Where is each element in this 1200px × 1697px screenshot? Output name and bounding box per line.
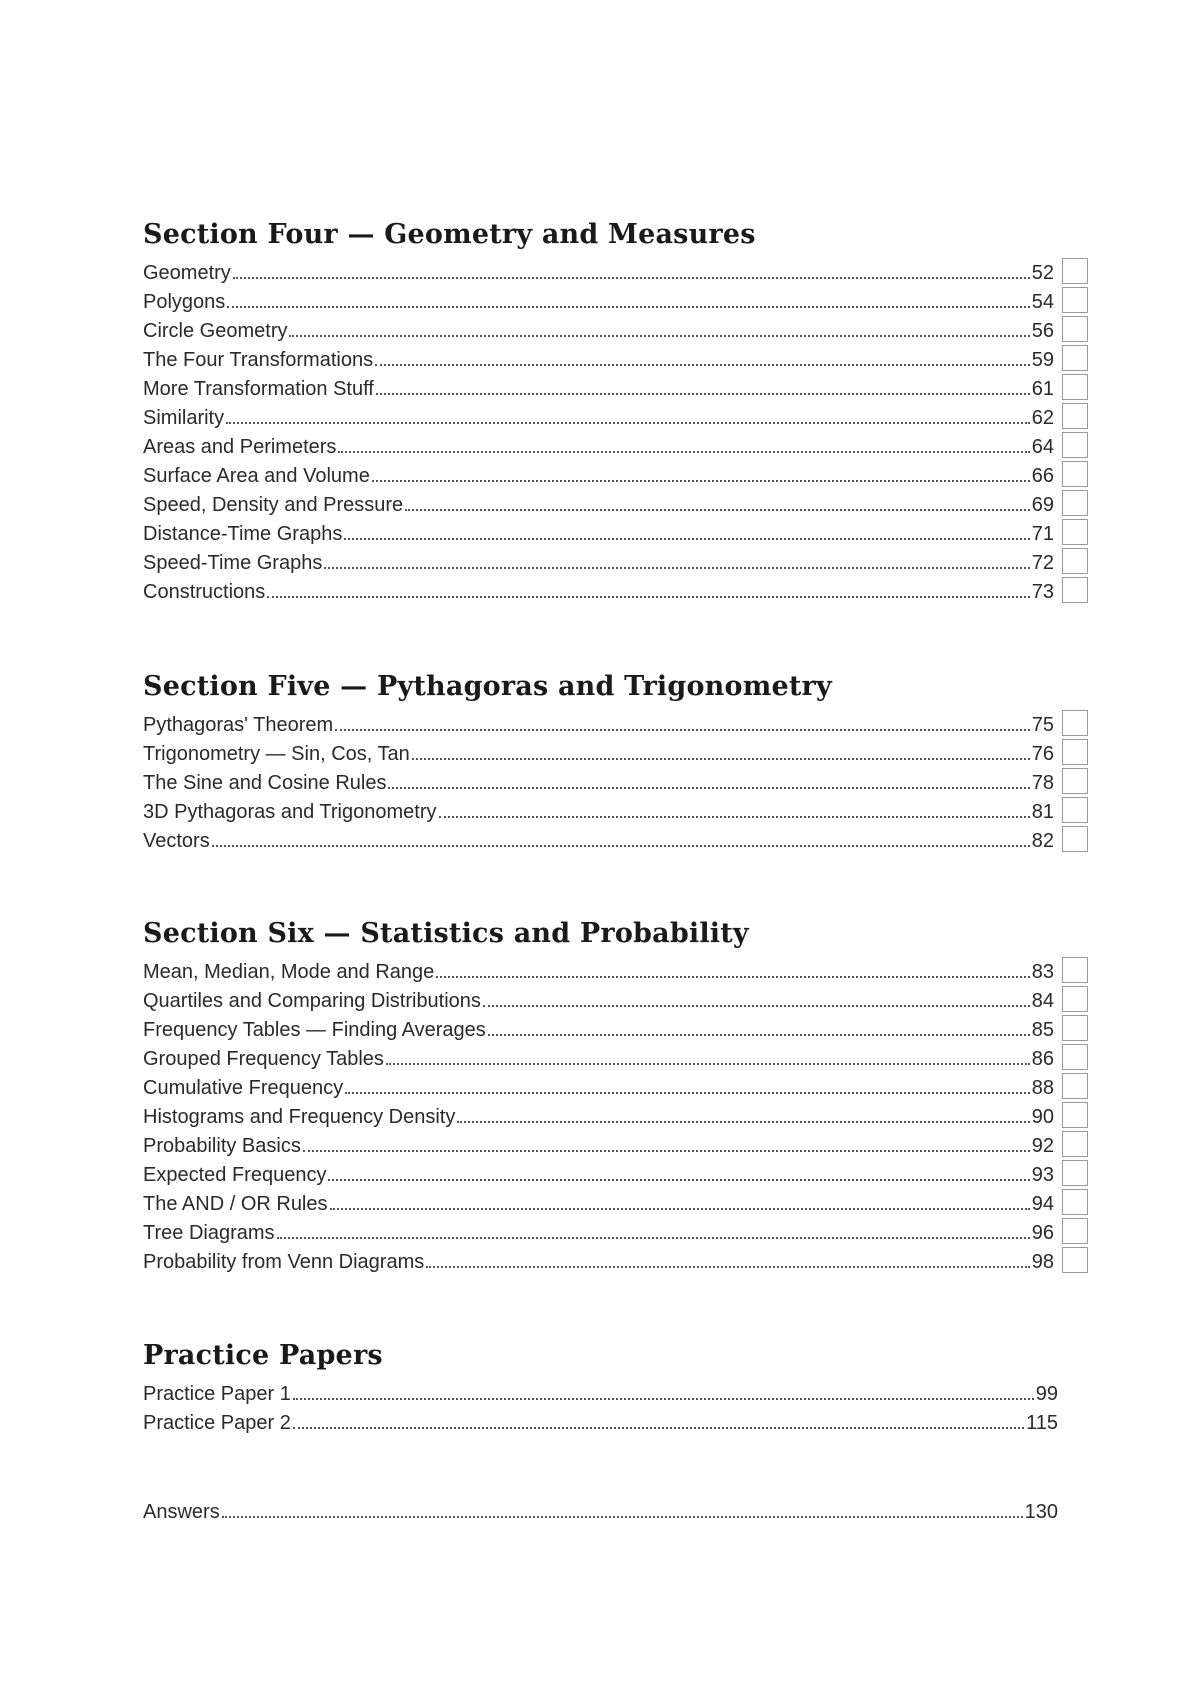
progress-checkbox[interactable] — [1062, 957, 1088, 983]
toc-page-number: 62 — [1031, 407, 1054, 429]
dot-leader — [289, 334, 1029, 337]
progress-checkbox[interactable] — [1062, 374, 1088, 400]
dot-leader — [293, 1397, 1034, 1400]
toc-entry-label: Histograms and Frequency Density — [143, 1106, 456, 1128]
progress-checkbox[interactable] — [1062, 1218, 1088, 1244]
toc-entry-label: The Four Transformations — [143, 349, 374, 371]
progress-checkbox[interactable] — [1062, 577, 1088, 603]
toc-page-number: 90 — [1031, 1106, 1054, 1128]
toc-page-number: 82 — [1031, 830, 1054, 852]
dot-leader — [488, 1033, 1030, 1036]
toc-row — [143, 1100, 1088, 1129]
toc-entry[interactable] — [143, 990, 1054, 1013]
dot-leader — [386, 1062, 1030, 1065]
toc-page-number: 85 — [1031, 1019, 1054, 1041]
toc-row — [143, 955, 1088, 984]
toc-entry-label: 3D Pythagoras and Trigonometry — [143, 801, 437, 823]
progress-checkbox[interactable] — [1062, 797, 1088, 823]
toc-row — [143, 824, 1088, 853]
toc-row-answers — [143, 1495, 1088, 1524]
toc-page-number: 81 — [1031, 801, 1054, 823]
progress-checkbox[interactable] — [1062, 548, 1088, 574]
toc-entry[interactable] — [143, 1164, 1054, 1187]
progress-checkbox[interactable] — [1062, 287, 1088, 313]
toc-entry[interactable] — [143, 581, 1054, 604]
dot-leader — [222, 1515, 1023, 1518]
toc-page-number: 98 — [1031, 1251, 1054, 1273]
progress-checkbox[interactable] — [1062, 1160, 1088, 1186]
toc-entry-label: Distance-Time Graphs — [143, 523, 343, 545]
progress-checkbox[interactable] — [1062, 986, 1088, 1012]
toc-row — [143, 488, 1088, 517]
toc-entry[interactable] — [143, 552, 1054, 575]
toc-entry-label: Constructions — [143, 581, 266, 603]
toc-entry-label: Cumulative Frequency — [143, 1077, 344, 1099]
dot-leader — [375, 363, 1030, 366]
progress-checkbox[interactable] — [1062, 403, 1088, 429]
toc-entry[interactable] — [143, 436, 1054, 459]
toc-row — [143, 401, 1088, 430]
toc-row — [143, 1245, 1088, 1274]
toc-entry-label: Polygons — [143, 291, 226, 313]
toc-entry[interactable] — [143, 830, 1054, 853]
toc-page-number: 69 — [1031, 494, 1054, 516]
toc-entry[interactable] — [143, 961, 1054, 984]
toc-page-number: 88 — [1031, 1077, 1054, 1099]
toc-entry[interactable] — [143, 1501, 1058, 1524]
toc-entry-label: Tree Diagrams — [143, 1222, 275, 1244]
toc-entry[interactable] — [143, 378, 1054, 401]
toc-row — [143, 285, 1088, 314]
dot-leader — [335, 728, 1030, 731]
toc-page-number: 115 — [1026, 1412, 1058, 1434]
toc-entry-label: Similarity — [143, 407, 225, 429]
toc-entry[interactable] — [143, 1251, 1054, 1274]
toc-page-number: 83 — [1031, 961, 1054, 983]
toc-entry[interactable] — [143, 1383, 1058, 1406]
toc-row — [143, 430, 1088, 459]
toc-page-number: 73 — [1031, 581, 1054, 603]
toc-page-number: 78 — [1031, 772, 1054, 794]
toc-entry[interactable] — [143, 1412, 1058, 1435]
dot-leader — [376, 392, 1030, 395]
toc-row — [143, 1377, 1088, 1406]
toc-page-number: 75 — [1031, 714, 1054, 736]
toc-entry[interactable] — [143, 1077, 1054, 1100]
toc-entry[interactable] — [143, 407, 1054, 430]
progress-checkbox[interactable] — [1062, 1131, 1088, 1157]
progress-checkbox[interactable] — [1062, 432, 1088, 458]
toc-entry-label: Practice Paper 2 — [143, 1412, 291, 1434]
answers-section — [143, 1495, 1088, 1524]
progress-checkbox[interactable] — [1062, 710, 1088, 736]
toc-row — [143, 766, 1088, 795]
toc-entry[interactable] — [143, 465, 1054, 488]
toc-entry[interactable] — [143, 1135, 1054, 1158]
toc-row — [143, 459, 1088, 488]
progress-checkbox[interactable] — [1062, 768, 1088, 794]
toc-entry-label: Trigonometry — Sin, Cos, Tan — [143, 743, 410, 765]
dot-leader — [405, 508, 1030, 511]
toc-entry[interactable] — [143, 743, 1054, 766]
dot-leader — [293, 1426, 1024, 1429]
section-title: Section Four — Geometry and Measures — [143, 219, 756, 250]
toc-page-number: 71 — [1031, 523, 1054, 545]
toc-entry-label: Surface Area and Volume — [143, 465, 370, 487]
toc-entry-label: Expected Frequency — [143, 1164, 327, 1186]
toc-entry-label: Speed, Density and Pressure — [143, 494, 404, 516]
practice-papers-section — [143, 1339, 1088, 1435]
toc-entry-label: Quartiles and Comparing Distributions — [143, 990, 481, 1012]
dot-leader — [212, 844, 1030, 847]
toc-entry[interactable] — [143, 494, 1054, 517]
section-title: Section Six — Statistics and Probability — [143, 918, 749, 949]
progress-checkbox[interactable] — [1062, 1102, 1088, 1128]
progress-checkbox[interactable] — [1062, 1073, 1088, 1099]
toc-entry-label: Practice Paper 1 — [143, 1383, 291, 1405]
toc-entry-label: Vectors — [143, 830, 210, 852]
toc-row — [143, 984, 1088, 1013]
progress-checkbox[interactable] — [1062, 519, 1088, 545]
toc-entry[interactable] — [143, 349, 1054, 372]
dot-leader — [233, 276, 1030, 279]
toc-row — [143, 517, 1088, 546]
toc-row — [143, 1406, 1088, 1435]
dot-leader — [267, 595, 1029, 598]
toc-page-number: 130 — [1024, 1501, 1058, 1523]
toc-page-number: 56 — [1031, 320, 1054, 342]
toc-page-number: 72 — [1031, 552, 1054, 574]
dot-leader — [439, 815, 1030, 818]
progress-checkbox[interactable] — [1062, 1044, 1088, 1070]
progress-checkbox[interactable] — [1062, 345, 1088, 371]
toc-page-number: 66 — [1031, 465, 1054, 487]
toc-row — [143, 314, 1088, 343]
dot-leader — [426, 1265, 1030, 1268]
toc-row — [143, 575, 1088, 604]
toc-row — [143, 708, 1088, 737]
toc-page-number: 61 — [1031, 378, 1054, 400]
toc-entry[interactable] — [143, 772, 1054, 795]
toc-row — [143, 546, 1088, 575]
toc-page-number: 93 — [1031, 1164, 1054, 1186]
toc-page-number: 76 — [1031, 743, 1054, 765]
toc-row — [143, 1158, 1088, 1187]
dot-leader — [344, 537, 1029, 540]
dot-leader — [277, 1236, 1030, 1239]
toc-row — [143, 1187, 1088, 1216]
toc-row — [143, 1129, 1088, 1158]
dot-leader — [412, 757, 1030, 760]
dot-leader — [338, 450, 1029, 453]
toc-entry-label: The AND / OR Rules — [143, 1193, 328, 1215]
progress-checkbox[interactable] — [1062, 461, 1088, 487]
toc-row — [143, 343, 1088, 372]
toc-entry[interactable] — [143, 291, 1054, 314]
dot-leader — [345, 1091, 1030, 1094]
toc-page-number: 52 — [1031, 262, 1054, 284]
progress-checkbox[interactable] — [1062, 1189, 1088, 1215]
section-title: Practice Papers — [143, 1340, 383, 1371]
progress-checkbox[interactable] — [1062, 1015, 1088, 1041]
dot-leader — [436, 975, 1029, 978]
toc-entry[interactable] — [143, 1019, 1054, 1042]
dot-leader — [226, 421, 1030, 424]
toc-entry-label: Areas and Perimeters — [143, 436, 337, 458]
toc-page-number: 94 — [1031, 1193, 1054, 1215]
toc-entry[interactable] — [143, 1193, 1054, 1216]
progress-checkbox[interactable] — [1062, 739, 1088, 765]
toc-page-number: 84 — [1031, 990, 1054, 1012]
section-four — [143, 218, 1088, 604]
toc-row — [143, 1216, 1088, 1245]
toc-row — [143, 256, 1088, 285]
toc-entry-label: Mean, Median, Mode and Range — [143, 961, 435, 983]
toc-entry-label: Probability from Venn Diagrams — [143, 1251, 425, 1273]
progress-checkbox[interactable] — [1062, 316, 1088, 342]
progress-checkbox[interactable] — [1062, 490, 1088, 516]
dot-leader — [483, 1004, 1030, 1007]
toc-page-number: 59 — [1031, 349, 1054, 371]
toc-entry-label: Grouped Frequency Tables — [143, 1048, 384, 1070]
toc-entry[interactable] — [143, 262, 1054, 285]
section-six — [143, 917, 1088, 1274]
toc-row — [143, 1071, 1088, 1100]
toc-row — [143, 737, 1088, 766]
section-title: Section Five — Pythagoras and Trigonometry — [143, 671, 832, 702]
toc-page-number: 54 — [1031, 291, 1054, 313]
dot-leader — [330, 1207, 1030, 1210]
toc-entry[interactable] — [143, 1106, 1054, 1129]
toc-entry[interactable] — [143, 714, 1054, 737]
dot-leader — [328, 1178, 1029, 1181]
toc-entry-label: The Sine and Cosine Rules — [143, 772, 387, 794]
toc-page-number: 99 — [1035, 1383, 1058, 1405]
toc-page-number: 96 — [1031, 1222, 1054, 1244]
toc-entry-label: Circle Geometry — [143, 320, 288, 342]
toc-row — [143, 372, 1088, 401]
dot-leader — [457, 1120, 1029, 1123]
dot-leader — [324, 566, 1029, 569]
toc-entry[interactable] — [143, 801, 1054, 824]
dot-leader — [372, 479, 1030, 482]
progress-checkbox[interactable] — [1062, 258, 1088, 284]
toc-page-number: 92 — [1031, 1135, 1054, 1157]
toc-entry-label: Speed-Time Graphs — [143, 552, 323, 574]
progress-checkbox[interactable] — [1062, 1247, 1088, 1273]
toc-entry-label: Answers — [143, 1501, 220, 1523]
toc-entry[interactable] — [143, 320, 1054, 343]
toc-entry[interactable] — [143, 1222, 1054, 1245]
toc-entry-label: Pythagoras' Theorem — [143, 714, 334, 736]
toc-entry-label: Probability Basics — [143, 1135, 301, 1157]
toc-entry[interactable] — [143, 523, 1054, 546]
toc-row — [143, 1042, 1088, 1071]
toc-page-number: 86 — [1031, 1048, 1054, 1070]
toc-row — [143, 795, 1088, 824]
dot-leader — [303, 1149, 1030, 1152]
toc-entry-label: Frequency Tables — Finding Averages — [143, 1019, 486, 1041]
toc-row — [143, 1013, 1088, 1042]
progress-checkbox[interactable] — [1062, 826, 1088, 852]
dot-leader — [388, 786, 1029, 789]
toc-page-number: 64 — [1031, 436, 1054, 458]
section-five — [143, 670, 1088, 853]
toc-entry[interactable] — [143, 1048, 1054, 1071]
dot-leader — [227, 305, 1029, 308]
toc-entry-label: Geometry — [143, 262, 231, 284]
toc-entry-label: More Transformation Stuff — [143, 378, 374, 400]
